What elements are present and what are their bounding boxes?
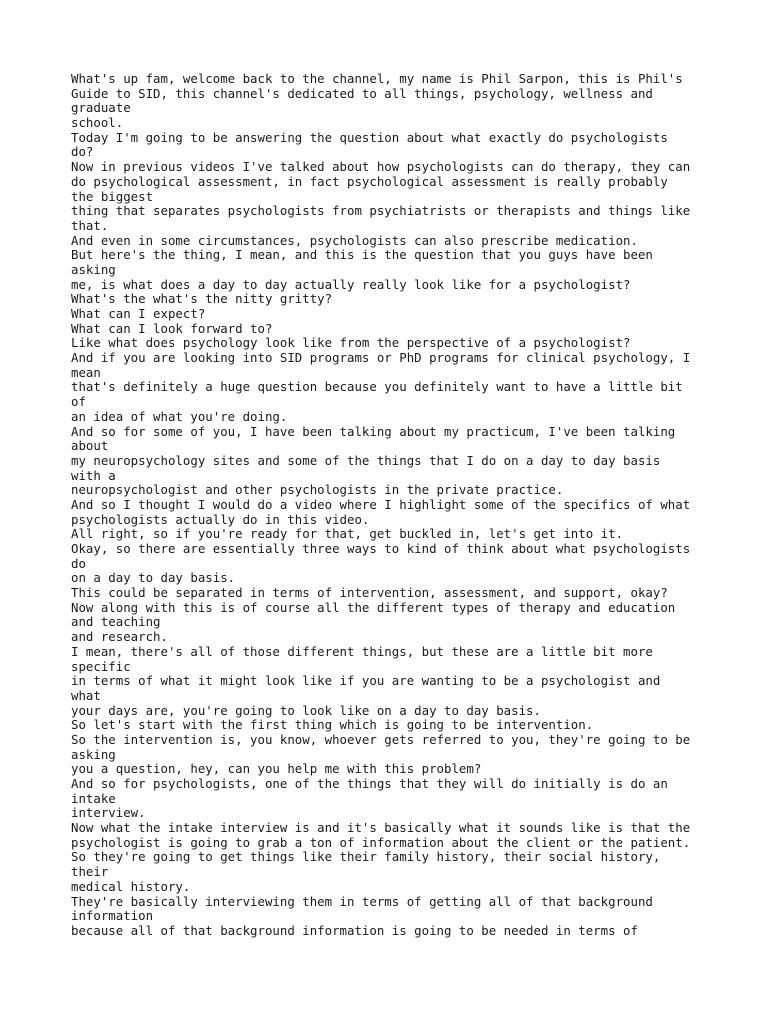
transcript-line: graduate	[71, 100, 131, 116]
transcript-line: and research.	[71, 629, 168, 645]
transcript-line: the biggest	[71, 188, 154, 204]
transcript-line: about	[71, 438, 109, 454]
transcript-line: I mean, there's all of those different things, but these are a little bit more	[71, 643, 653, 659]
transcript-line: do psychological assessment, in fact psychological assessment is really probably	[71, 173, 668, 189]
transcript-line: Guide to SID, this channel's dedicated to all things, psychology, wellness and	[71, 85, 653, 101]
transcript-line: with a	[71, 467, 116, 483]
transcript-line: All right, so if you're ready for that, get buckled in, let's get into it.	[71, 526, 624, 542]
transcript-line: you a question, hey, can you help me with this problem?	[71, 761, 482, 777]
transcript-line: do	[71, 555, 86, 571]
transcript-line: an idea of what you're doing.	[71, 408, 288, 424]
transcript-line: Now along with this is of course all the different types of therapy and education	[71, 599, 676, 615]
transcript-line: psychologists actually do in this video.	[71, 511, 370, 527]
transcript-line: So let's start with the first thing which is going to be intervention.	[71, 717, 594, 733]
transcript-line: neuropsychologist and other psychologists in the private practice.	[71, 482, 564, 498]
transcript-line: mean	[71, 364, 101, 380]
transcript-line: me, is what does a day to day actually really look like for a psychologist?	[71, 276, 631, 292]
transcript-line: of	[71, 394, 86, 410]
transcript-line: This could be separated in terms of intervention, assessment, and support, okay?	[71, 585, 668, 601]
transcript-line: because all of that background information is going to be needed in terms of	[71, 922, 638, 938]
transcript-line: asking	[71, 746, 116, 762]
transcript-line: medical history.	[71, 878, 191, 894]
transcript-line: do?	[71, 144, 94, 160]
transcript-line: psychologist is going to grab a ton of information about the client or the patient.	[71, 834, 691, 850]
transcript-line: What can I expect?	[71, 306, 206, 321]
transcript-line: What's the what's the nitty gritty?	[71, 291, 333, 307]
transcript-line: school.	[71, 115, 124, 131]
transcript-line: And if you are looking into SID programs or PhD programs for clinical psychology, I	[71, 350, 691, 366]
transcript-line: interview.	[71, 805, 146, 821]
transcript-line: So they're going to get things like their family history, their social history,	[71, 849, 661, 865]
transcript-line: But here's the thing, I mean, and this is the question that you guys have been	[71, 247, 653, 263]
transcript-line: And so for psychologists, one of the things that they will do initially is do an	[71, 776, 668, 791]
transcript-line: what	[71, 687, 101, 703]
transcript-line: in terms of what it might look like if you are wanting to be a psychologist and	[71, 673, 661, 689]
transcript-line: And so for some of you, I have been talking about my practicum, I've been talking	[71, 423, 676, 439]
transcript-line: Now what the intake interview is and it's basically what it sounds like is that the	[71, 820, 691, 836]
transcript-line: What can I look forward to?	[71, 320, 273, 336]
transcript-line: that's definitely a huge question because you definitely want to have a little bit	[71, 379, 683, 395]
transcript-line: on a day to day basis.	[71, 570, 236, 586]
transcript-line: thing that separates psychologists from psychiatrists or therapists and things like	[71, 203, 691, 219]
transcript-line: specific	[71, 658, 131, 674]
transcript-line: my neuropsychology sites and some of the things that I do on a day to day basis	[71, 452, 661, 468]
transcript-line: that.	[71, 217, 109, 233]
transcript-line: your days are, you're going to look like on a day to day basis.	[71, 702, 541, 718]
transcript-line: information	[71, 908, 154, 924]
transcript-line: asking	[71, 261, 116, 277]
transcript-line: And even in some circumstances, psychologists can also prescribe medication.	[71, 232, 638, 248]
transcript-line: So the intervention is, you know, whoever gets referred to you, they're going to be	[71, 731, 691, 747]
transcript-line: They're basically interviewing them in terms of getting all of that background	[71, 893, 653, 909]
transcript-line: Today I'm going to be answering the question about what exactly do psychologists	[71, 129, 668, 145]
transcript-line: And so I thought I would do a video where I highlight some of the specifics of what	[71, 496, 691, 512]
transcript-line: Now in previous videos I've talked about how psychologists can do therapy, they can	[71, 159, 691, 175]
transcript-line: What's up fam, welcome back to the channel, my name is Phil Sarpon, this is Phil's	[71, 71, 683, 86]
transcript-line: their	[71, 864, 109, 880]
transcript-text	[71, 72, 731, 939]
transcript-line: Okay, so there are essentially three ways to kind of think about what psychologists	[71, 541, 691, 556]
transcript-line: and teaching	[71, 614, 161, 630]
transcript-line: intake	[71, 790, 116, 806]
transcript-line: Like what does psychology look like from the perspective of a psychologist?	[71, 335, 631, 351]
